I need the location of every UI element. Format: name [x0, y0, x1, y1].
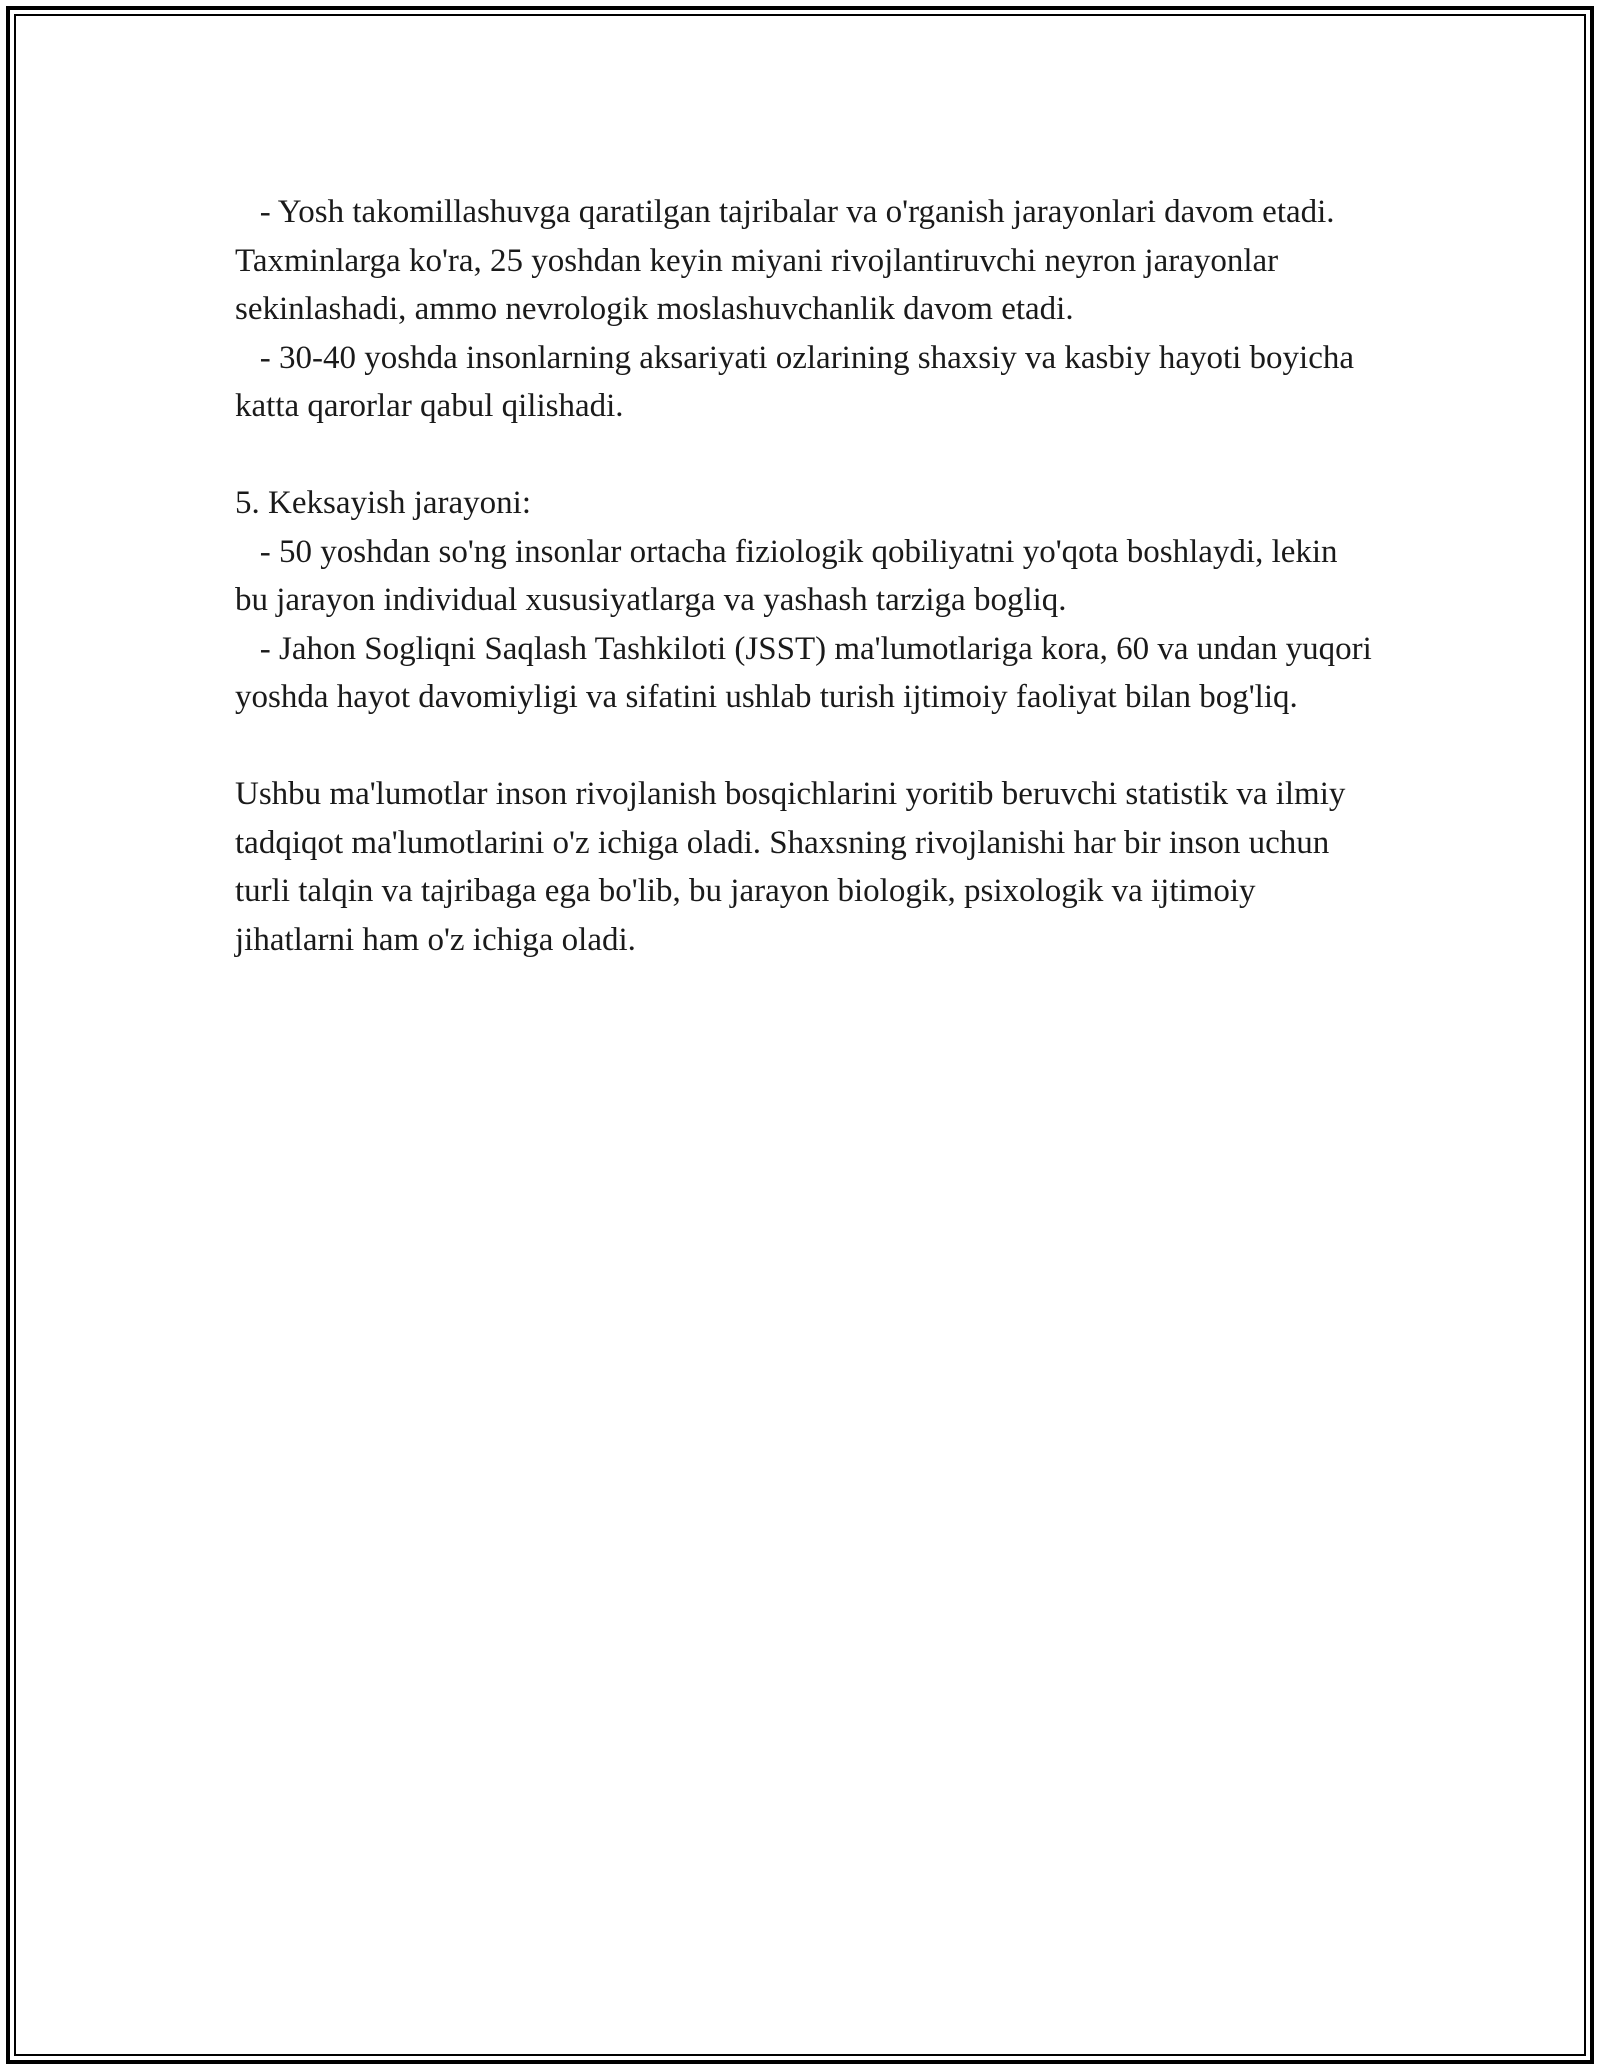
section-heading-aging: 5. Keksayish jarayoni: — [235, 485, 532, 521]
paragraph-spacer — [235, 722, 1375, 771]
bullet-physiological-decline: - 50 yoshdan so'ng insonlar ortacha fiziologik qobiliyatni yo'qota boshlaydi, lekin bu jarayon individual xususiyatlarga va yashash tarziga bogliq. — [235, 533, 1346, 618]
bullet-who-data: - Jahon Sogliqni Saqlash Tashkiloti (JSST) ma'lumotlariga kora, 60 va undan yuqori yoshda hayot davomiyligi va sifatini ushlab turish ijtimoiy faoliyat bilan bog'liq. — [235, 630, 1381, 715]
bullet-life-decisions: - 30-40 yoshda insonlarning aksariyati ozlarining shaxsiy va kasbiy hayoti boyicha katta qarorlar qabul qilishadi. — [235, 339, 1363, 424]
summary-paragraph: Ushbu ma'lumotlar inson rivojlanish bosqichlarini yoritib beruvchi statistik va ilmiy tadqiqot ma'lumotlarini o'z ichiga oladi. Shaxsning rivojlanishi har bir inson uchun turli talqin va tajribaga ega bo'lib, bu jarayon biologik, psixologik va ijtimoiy jihatlarni ham o'z ichiga oladi. — [235, 776, 1354, 958]
bullet-neuroplasticity: - Yosh takomillashuvga qaratilgan tajribalar va o'rganish jarayonlari davom etadi. Taxminlarga ko'ra, 25 yoshdan keyin miyani rivojlantiruvchi neyron jarayonlar sekinlashadi, ammo nevrologik moslashuvchanlik davom etadi. — [235, 194, 1343, 327]
document-body — [235, 188, 1381, 964]
paragraph-spacer — [235, 431, 1375, 480]
